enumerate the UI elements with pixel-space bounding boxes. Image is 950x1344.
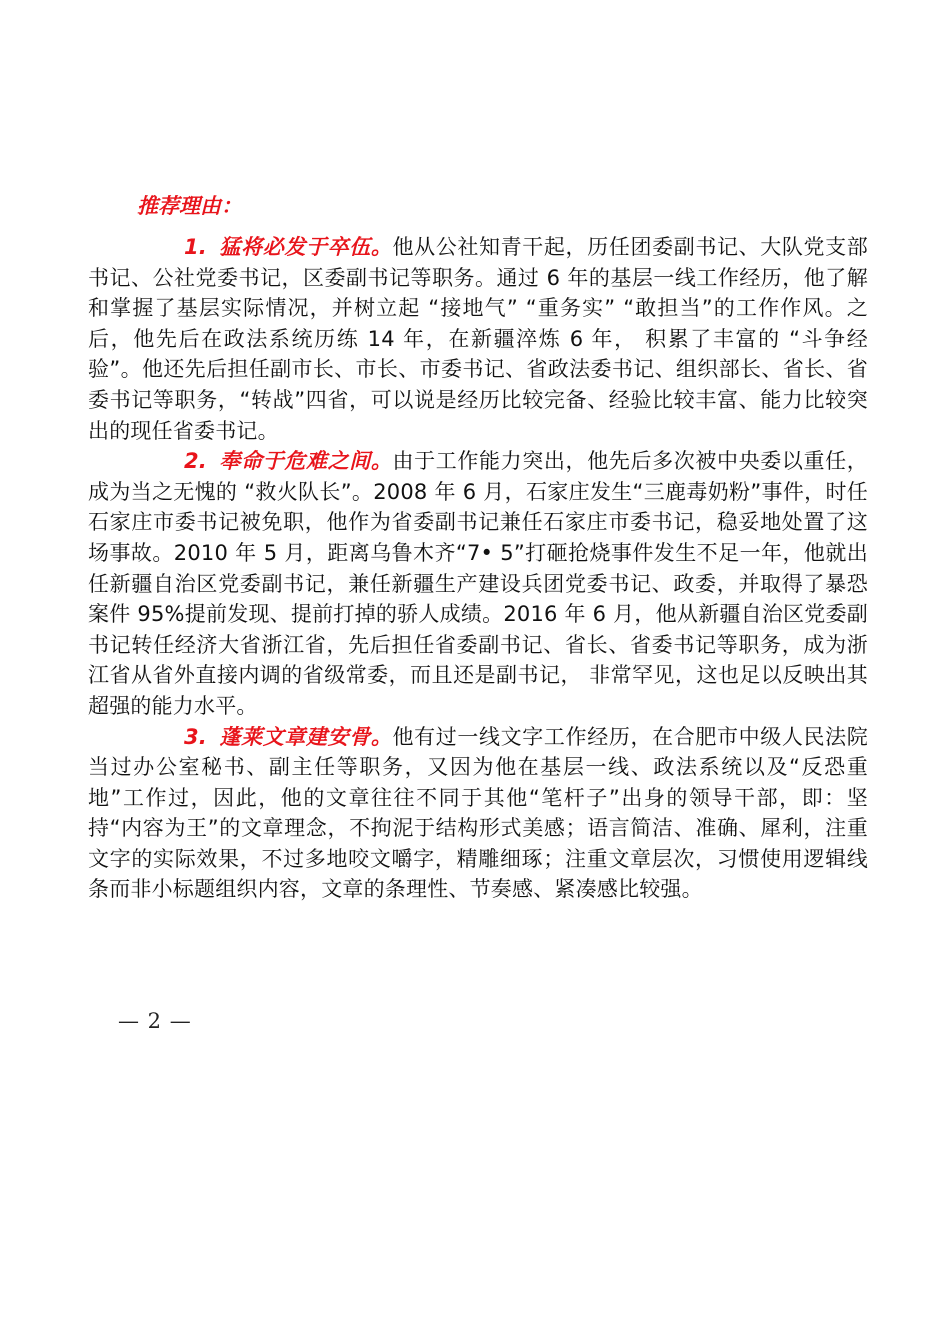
section-title: 推荐理由： xyxy=(137,194,242,218)
paragraph-2-heading-text: 奉命于危难之间。 xyxy=(219,449,393,474)
document-body xyxy=(88,232,868,905)
paragraph-2-heading xyxy=(136,449,393,473)
paragraph-3 xyxy=(88,722,868,906)
paragraph-1-text: 他从公社知青干起，历任团委副书记、大队党支部书记、公社党委书记，区委副书记等职务。通过 6 年的基层一线工作经历，他了解和掌握了基层实际情况，并树立起 “接地气” “重务实” “敢担当”的工作作风。之后，他先后在政法系统历练 14 年，在新疆淬炼 6 年， 积累了丰富的 “斗争经验”。他还先后担任副市长、市长、市委书记、省政法委书记、组织部长、省长、省委书记等职务，“转战”四省，可以说是经历比较完备、经验比较丰富、能力比较突出的现任省委书记。 xyxy=(88,235,868,443)
paragraph-3-number: 3. xyxy=(184,724,207,749)
page-number: — 2 — xyxy=(118,1009,192,1033)
paragraph-1 xyxy=(88,232,868,446)
paragraph-1-heading-text: 猛将必发于卒伍。 xyxy=(219,235,393,259)
paragraph-3-heading xyxy=(136,725,393,749)
paragraph-2 xyxy=(88,446,868,721)
paragraph-1-heading xyxy=(136,235,393,259)
paragraph-1-number: 1. xyxy=(184,235,207,259)
paragraph-2-text: 由于工作能力突出，他先后多次被中央委以重任，成为当之无愧的 “救火队长”。2008 年 6 月，石家庄发生“三鹿毒奶粉”事件，时任石家庄市委书记被免职，他作为省委副书记兼任石家庄市委书记，稳妥地处置了这场事故。2010 年 5 月，距离乌鲁木齐“7• 5”打砸抢烧事件发生不足一年，他就出任新疆自治区党委副书记，兼任新疆生产建设兵团党委书记、政委，并取得了暴恐案件 95%提前发现、提前打掉的骄人成绩。2016 年 6 月，他从新疆自治区党委副书记转任经济大省浙江省，先后担任省委副书记、省长、省委书记等职务，成为浙江省从省外直接内调的省级常委，而且还是副书记， 非常罕见，这也足以反映出其超强的能力水平。 xyxy=(88,449,868,718)
paragraph-2-number: 2. xyxy=(184,449,207,474)
paragraph-3-text: 他有过一线文字工作经历，在合肥市中级人民法院当过办公室秘书、副主任等职务，又因为他在基层一线、政法系统以及“反恐重地”工作过，因此，他的文章往往不同于其他“笔杆子”出身的领导干部，即：坚持“内容为王”的文章理念，不拘泥于结构形式美感；语言简洁、准确、犀利，注重文字的实际效果，不过多地咬文嚼字，精雕细琢；注重文章层次，习惯使用逻辑线条而非小标题组织内容，文章的条理性、节奏感、紧凑感比较强。 xyxy=(88,724,868,902)
paragraph-3-heading-text: 蓬莱文章建安骨。 xyxy=(219,724,393,749)
